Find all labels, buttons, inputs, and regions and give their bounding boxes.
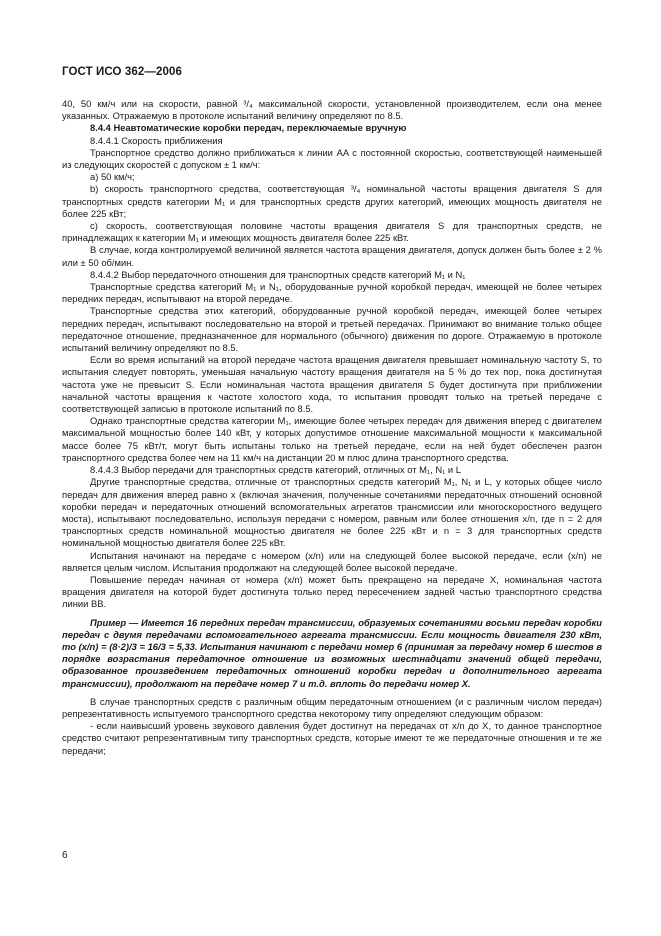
example-note: Пример — Имеется 16 передних передач трансмиссии, образуемых сочетаниями восьми передач коробки передач с двумя передачами вспомогательного агрегата трансмиссии. Если мощность двигателя 230 кВт, то (x/n) = (8·2)/3 = 16/3 = 5,33. Испытания начинают с передачи номер 6 (принимая за передачу номер 6 шестов в порядке возрастания передаточное отношение из возможных шестнадцати значений общей передачи, образованное произведением передаточных отношений коробки передач и дополнительного агрегата трансмиссии), продолжают на передаче номер 7 и т.д. вплоть до передачи номер X. <box>62 616 602 689</box>
list-item: с) скорость, соответствующая половине частоты вращения двигателя S для транспортных средств, не принадлежащих к категории M₁ и имеющих мощность двигателя более 225 кВт. <box>62 220 602 244</box>
paragraph: В случае транспортных средств с различным общим передаточным отношением (и с различным числом передач) репрезентативность испытуемого транспортного средства некоторому типу определяют следующим образом: <box>62 695 602 719</box>
list-item: b) скорость транспортного средства, соответствующая ³/₄ номинальной частоты вращения двигателя S для транспортных средств категории M₁ и для транспортных средств других категорий, имеющих мощность двигателя не более 225 кВт; <box>62 183 602 219</box>
subsection-heading: 8.4.4.2 Выбор передаточного отношения для транспортных средств категорий M₁ и N₁ <box>90 268 466 280</box>
subsection-heading: 8.4.4.3 Выбор передачи для транспортных средств категорий, отличных от M₁, N₁ и L <box>90 464 461 476</box>
list-item: а) 50 км/ч; <box>90 171 135 183</box>
paragraph: Если во время испытаний на второй передаче частота вращения двигателя превышает номинальную частоту S, то испытания следует повторять, уменьшая начальную частоту вращения двигателя на 5 % до тех пор, пока достигнутая частота уже не превысит S. Если номинальная частота вращения двигателя S будет достигнута при приближении начальной частоты вращения к частоте холостого хода, то испытания проводят только на третьей передаче с соответствующей записью в протоколе испытаний по 8.5. <box>62 354 602 415</box>
paragraph: Транспортные средства категорий M₁ и N₁, оборудованные ручной коробкой передач, имеющей не более четырех передних передач, испытывают на второй передаче. <box>62 281 602 305</box>
page-number: 6 <box>62 850 68 861</box>
paragraph: 40, 50 км/ч или на скорости, равной ³/₄ максимальной скорости, установленной производителем, если она менее указанных. Отражаемую в протоколе испытаний величину определяют по 8.5. <box>62 98 602 122</box>
section-heading: 8.4.4 Неавтоматические коробки передач, переключаемые вручную <box>90 122 407 134</box>
paragraph: Другие транспортные средства, отличные от транспортных средств категорий M₁, N₁ и L, у которых общее число передач для движения вперед равно x (включая значения, полученные сочетаниями передаточных отношений основной коробки передач и передаточных отношений вспомогательных агрегатов трансмиссии или многоскоростного ведущего моста), испытывают последовательно, используя передачи с номером, равным или более отношения x/n, где n = 2 для транспортных средств номинальной мощностью двигателя не более 225 кВт и n = 3 для транспортных средств номинальной мощностью двигателя более 225 кВт. <box>62 476 602 549</box>
paragraph: Испытания начинают на передаче с номером (x/n) или на следующей более высокой передаче, если (x/n) не является целым числом. Испытания продолжают на следующей более высокой передаче. <box>62 549 602 573</box>
document-header: ГОСТ ИСО 362—2006 <box>62 66 182 78</box>
document-body <box>62 98 602 757</box>
paragraph: Повышение передач начиная от номера (x/n) может быть прекращено на передаче X, номинальная частота вращения двигателя на которой будет достигнута только перед пересечением задней частью транспортного средства линии BB. <box>62 573 602 610</box>
paragraph: Транспортные средства этих категорий, оборудованные ручной коробкой передач, имеющей более четырех передних передач, испытывают последовательно на второй и третьей передачах. Принимают во внимание только общее передаточное отношение, предназначенное для нормального (обычного) движения по дороге. Отражаемую в протоколе испытаний величину определяют по 8.5. <box>62 305 602 354</box>
paragraph: Транспортное средство должно приближаться к линии AA с постоянной скоростью, соответствующей наименьшей из следующих скоростей с допуском ± 1 км/ч: <box>62 146 602 171</box>
paragraph: В случае, когда контролируемой величиной является частота вращения двигателя, допуск должен быть более ± 2 % или ± 50 об/мин. <box>62 244 602 268</box>
paragraph: Однако транспортные средства категории M₁, имеющие более четырех передач для движения вперед с двигателем максимальной мощностью более 140 кВт, у которых допустимое отношение максимальной мощности к максимальной массе более 75 кВт/т, могут быть испытаны только на третьей передаче, если на ней будет обеспечен разгон транспортного средства более чем на 11 км/ч на дистанции 20 м плюс длина транспортного средства. <box>62 415 602 463</box>
list-item: - если наивысший уровень звукового давления будет достигнут на передачах от x/n до X, то данное транспортное средство считают репрезентативным типу транспортных средств, которые имеют те же передаточные отношения и те же передачи; <box>62 720 602 756</box>
subsection-heading: 8.4.4.1 Скорость приближения <box>90 134 223 146</box>
